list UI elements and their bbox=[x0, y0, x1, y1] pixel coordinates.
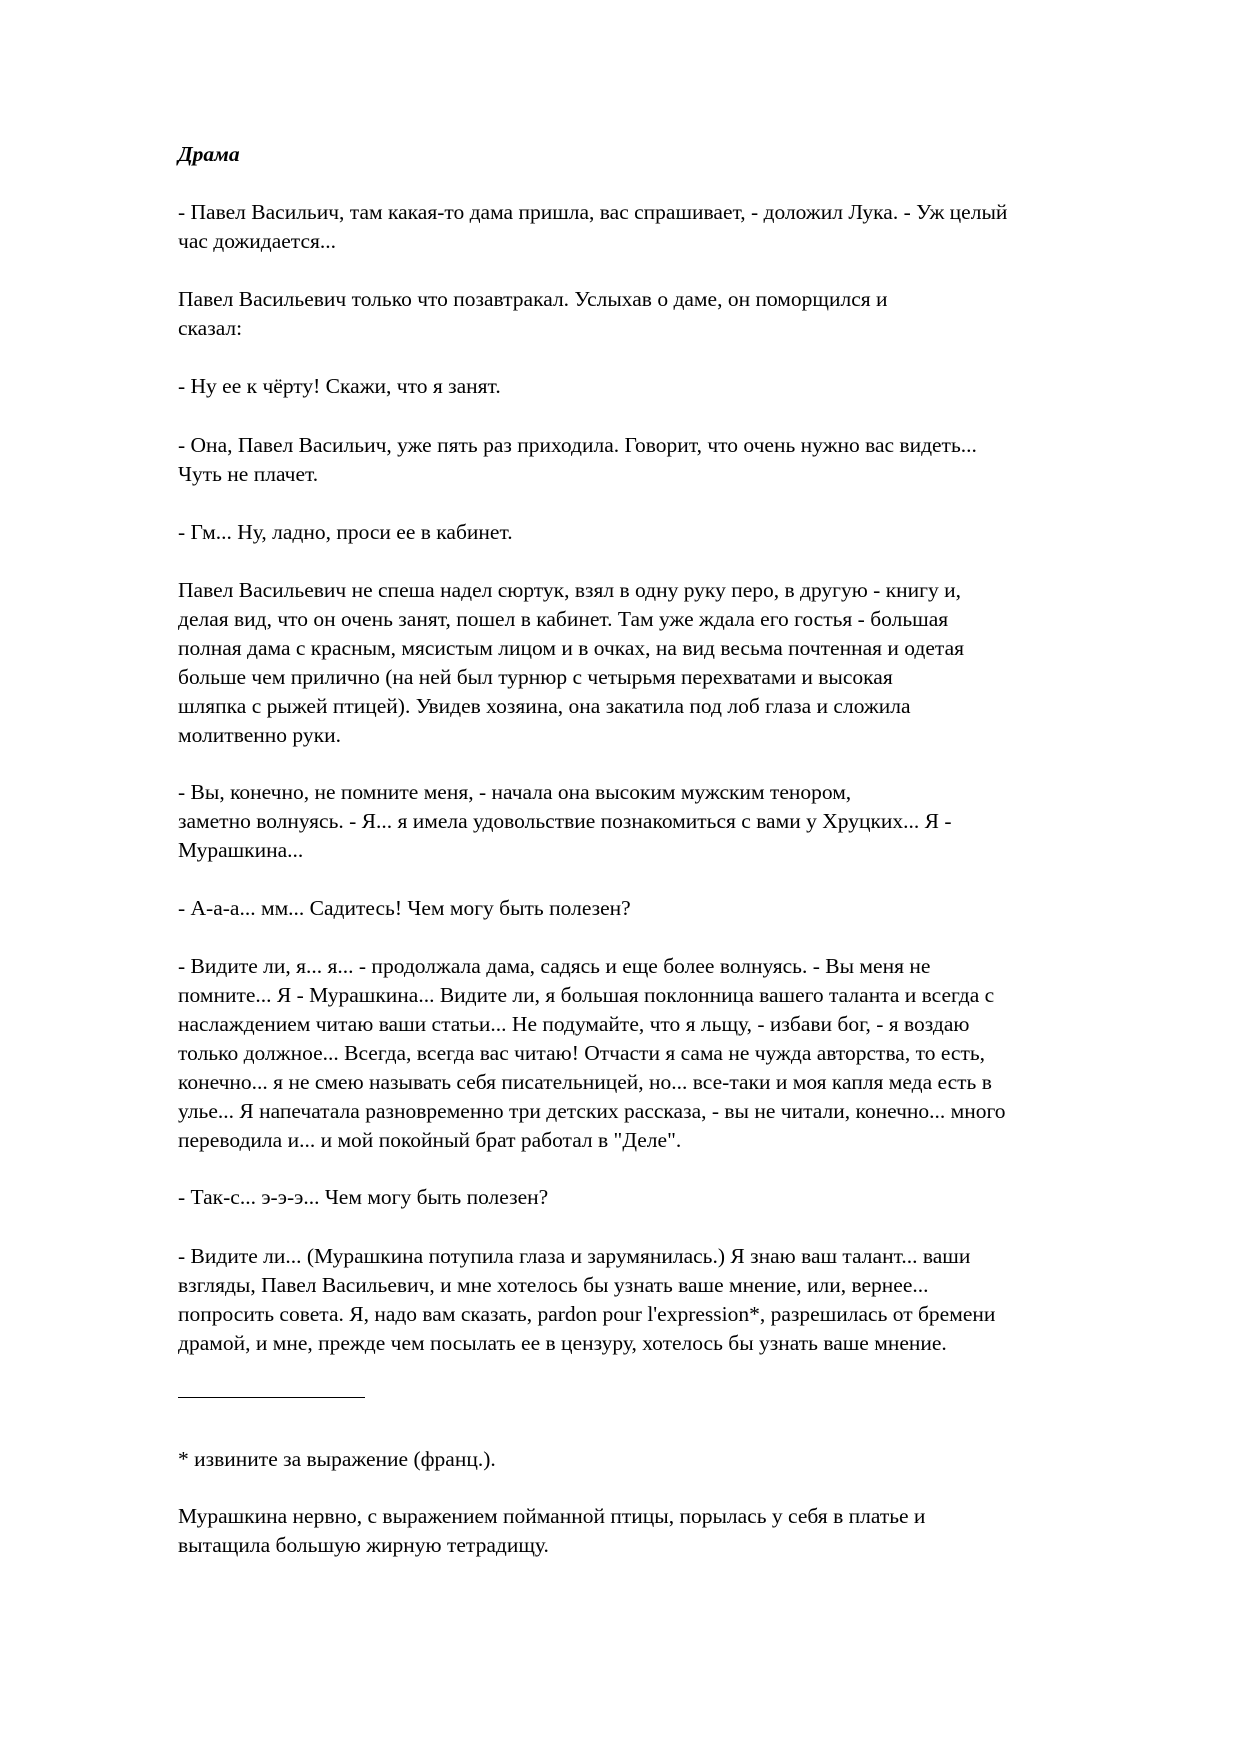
paragraph-line: - Так-с... э-э-э... Чем могу быть полезен? bbox=[178, 1185, 549, 1209]
paragraph-8 bbox=[178, 894, 1188, 923]
paragraph-6 bbox=[178, 576, 1188, 750]
paragraph-line: Мурашкина... bbox=[178, 838, 304, 862]
paragraph-line: наслаждением читаю ваши статьи... Не подумайте, что я льщу, - избави бог, - я воздаю bbox=[178, 1012, 970, 1036]
paragraph-line: - Она, Павел Васильич, уже пять раз приходила. Говорит, что очень нужно вас видеть... bbox=[178, 433, 977, 457]
paragraph-11 bbox=[178, 1242, 1188, 1358]
paragraph-line: конечно... я не смею называть себя писательницей, но... все-таки и моя капля меда есть в bbox=[178, 1070, 992, 1094]
paragraph-line: - Ну ее к чёрту! Скажи, что я занят. bbox=[178, 374, 501, 398]
paragraph-line: - Павел Васильич, там какая-то дама пришла, вас спрашивает, - доложил Лука. - Уж целый bbox=[178, 200, 1008, 224]
paragraph-10 bbox=[178, 1183, 1188, 1212]
paragraph-5 bbox=[178, 518, 1188, 547]
paragraph-line: вытащила большую жирную тетрадищу. bbox=[178, 1533, 549, 1557]
closing-paragraph bbox=[178, 1502, 1188, 1560]
paragraph-line: полная дама с красным, мясистым лицом и в очках, на вид весьма почтенная и одетая bbox=[178, 636, 964, 660]
paragraph-line: взгляды, Павел Васильевич, и мне хотелось бы узнать ваше мнение, или, вернее... bbox=[178, 1273, 929, 1297]
footnote-separator bbox=[178, 1397, 365, 1398]
paragraph-4 bbox=[178, 431, 1188, 489]
paragraph-line: переводила и... и мой покойный брат работал в "Деле". bbox=[178, 1128, 682, 1152]
paragraph-line: шляпка с рыжей птицей). Увидев хозяина, она закатила под лоб глаза и сложила bbox=[178, 694, 911, 718]
paragraph-line: молитвенно руки. bbox=[178, 723, 341, 747]
paragraph-line: заметно волнуясь. - Я... я имела удовольствие познакомиться с вами у Хруцких... Я - bbox=[178, 809, 952, 833]
paragraph-line: - Видите ли, я... я... - продолжала дама, садясь и еще более волнуясь. - Вы меня не bbox=[178, 954, 931, 978]
paragraph-line: сказал: bbox=[178, 316, 243, 340]
paragraph-line: улье... Я напечатала разновременно три детских рассказа, - вы не читали, конечно... много bbox=[178, 1099, 1006, 1123]
document-title: Драма bbox=[178, 142, 240, 166]
paragraph-line: делая вид, что он очень занят, пошел в кабинет. Там уже ждала его гостья - большая bbox=[178, 607, 949, 631]
paragraph-line: - Вы, конечно, не помните меня, - начала она высоким мужским тенором, bbox=[178, 780, 852, 804]
footnote-text: * извините за выражение (франц.). bbox=[178, 1447, 496, 1471]
paragraph-9 bbox=[178, 952, 1188, 1155]
paragraph-line: - Гм... Ну, ладно, проси ее в кабинет. bbox=[178, 520, 513, 544]
paragraph-1 bbox=[178, 198, 1188, 256]
paragraph-7 bbox=[178, 778, 1188, 865]
paragraph-3 bbox=[178, 372, 1188, 401]
footnote bbox=[178, 1445, 1188, 1474]
paragraph-line: - А-а-а... мм... Садитесь! Чем могу быть полезен? bbox=[178, 896, 631, 920]
paragraph-line: только должное... Всегда, всегда вас читаю! Отчасти я сама не чужда авторства, то есть, bbox=[178, 1041, 986, 1065]
paragraph-line: Павел Васильевич не спеша надел сюртук, взял в одну руку перо, в другую - книгу и, bbox=[178, 578, 961, 602]
paragraph-line: Чуть не плачет. bbox=[178, 462, 319, 486]
paragraph-line: - Видите ли... (Мурашкина потупила глаза и зарумянилась.) Я знаю ваш талант... ваши bbox=[178, 1244, 971, 1268]
paragraph-line: больше чем прилично (на ней был турнюр с четырьмя перехватами и высокая bbox=[178, 665, 893, 689]
paragraph-line: попросить совета. Я, надо вам сказать, pardon pour l'expression*, разрешилась от бремени bbox=[178, 1302, 996, 1326]
paragraph-line: помните... Я - Мурашкина... Видите ли, я большая поклонница вашего таланта и всегда с bbox=[178, 983, 995, 1007]
paragraph-line: час дожидается... bbox=[178, 229, 337, 253]
paragraph-line: Мурашкина нервно, с выражением пойманной птицы, порылась у себя в платье и bbox=[178, 1504, 926, 1528]
paragraph-line: Павел Васильевич только что позавтракал. Услыхав о даме, он поморщился и bbox=[178, 287, 888, 311]
paragraph-2 bbox=[178, 285, 1188, 343]
paragraph-line: драмой, и мне, прежде чем посылать ее в цензуру, хотелось бы узнать ваше мнение. bbox=[178, 1331, 947, 1355]
